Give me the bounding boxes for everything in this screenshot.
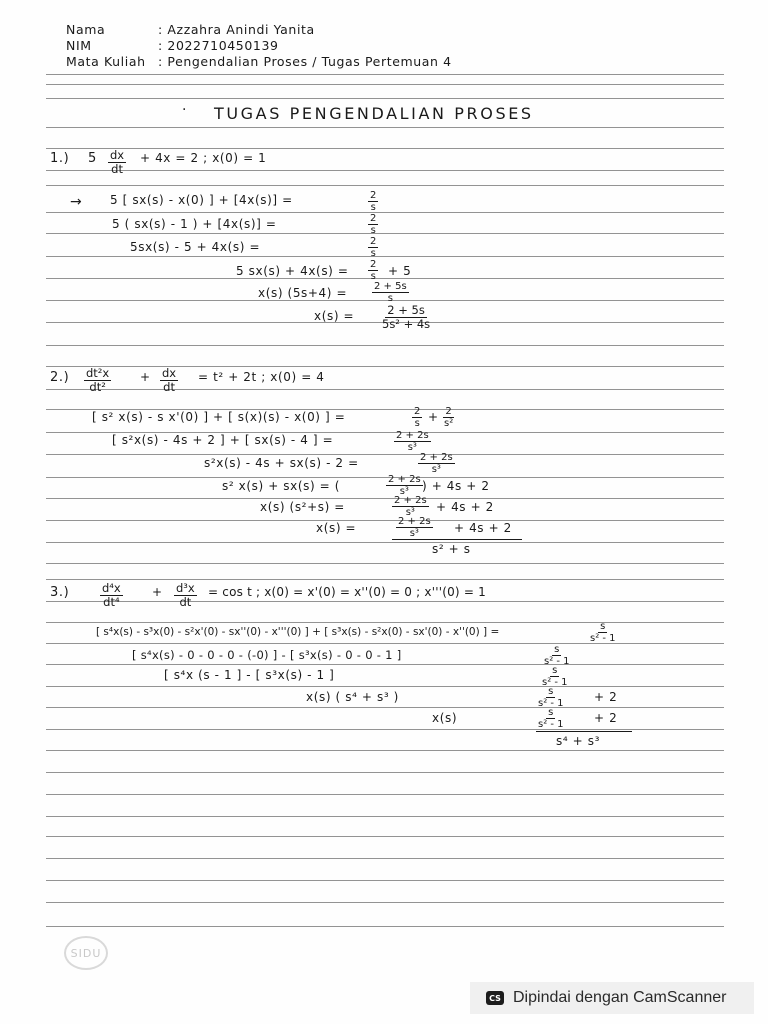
p2-l2-num: 2 + 2s (396, 430, 429, 441)
p1-l6-den: 5s² + 4s (382, 317, 431, 331)
ruled-line (46, 84, 724, 85)
p2-l3-num: 2 + 2s (420, 452, 453, 463)
p2-line-1-fraction-2 (442, 406, 455, 429)
p2-qf2-den: dt (163, 380, 175, 394)
p3-line-4-fraction (536, 686, 566, 709)
p2-l1f1-den: s (414, 418, 420, 429)
p3-result-denominator: s⁴ + s³ (556, 734, 601, 748)
nim-label: NIM (66, 38, 92, 53)
p2-qf2-num: dx (162, 366, 177, 380)
nim-value: : 2022710450139 (158, 38, 279, 53)
p3-question-fraction-2 (174, 582, 197, 609)
p3-question-rest: = cos t ; x(0) = x'(0) = x''(0) = 0 ; x'''(0) = 1 (208, 585, 486, 599)
ruled-line (46, 664, 724, 665)
ruled-line (46, 127, 724, 128)
p1-l3-den: s (370, 248, 376, 259)
name-value: : Azzahra Anindi Yanita (158, 22, 315, 37)
p1-l6-num: 2 + 5s (387, 303, 425, 317)
p3-l2-den: s² - 1 (544, 656, 570, 667)
p1-line-5-fraction (372, 281, 409, 304)
p2-l5-den: s³ (405, 507, 415, 518)
camscanner-text: Dipindai dengan CamScanner (513, 989, 727, 1006)
ruled-line (46, 601, 724, 602)
p2-question-fraction-2 (160, 367, 178, 394)
p1-arrow: → (70, 194, 83, 210)
ruled-line (46, 579, 724, 580)
camscanner-badge (470, 982, 754, 1014)
p2-line-4-tail: ) + 4s + 2 (422, 479, 490, 493)
p1-l5-den: s (387, 293, 393, 304)
ruled-line (46, 454, 724, 455)
ruled-line (46, 836, 724, 837)
p3-line-5-fraction (536, 707, 566, 730)
ruled-line (46, 345, 724, 346)
problem-3-number: 3.) (50, 585, 70, 600)
p1-l2-num: 2 (370, 213, 377, 224)
ruled-line (46, 772, 724, 773)
p1-line-4-fraction (368, 259, 378, 282)
p2-question-fraction-1 (84, 367, 111, 394)
p3-l5-den: s² - 1 (538, 719, 564, 730)
p1-line-2: 5 ( sx(s) - 1 ) + [4x(s)] = (112, 217, 277, 231)
page-title: TUGAS PENGENDALIAN PROSES (214, 104, 534, 123)
p1-line-1: 5 [ sx(s) - x(0) ] + [4x(s)] = (110, 193, 293, 207)
p3-line-4: x(s) ( s⁴ + s³ ) (306, 690, 399, 704)
course-label: Mata Kuliah (66, 54, 146, 69)
p3-question-plus: + (152, 585, 163, 599)
p1-line-3: 5sx(s) - 5 + 4x(s) = (130, 240, 261, 254)
p2-l1f2-den: s² (444, 418, 454, 429)
p2-line-4: s² x(s) + sx(s) = ( (222, 479, 341, 493)
p1-l1-den: s (370, 202, 376, 213)
p2-line-6: x(s) = (316, 521, 357, 535)
p3-l4-den: s² - 1 (538, 698, 564, 709)
p2-l4-num: 2 + 2s (388, 474, 421, 485)
p3-l3-den: s² - 1 (542, 677, 568, 688)
p2-line-2-fraction (394, 430, 431, 453)
p3-question-fraction-1 (100, 582, 123, 609)
p2-l2-den: s³ (407, 442, 417, 453)
ruled-line (46, 170, 724, 171)
name-label: Nama (66, 22, 106, 37)
ruled-line (46, 902, 724, 903)
ruled-line (46, 233, 724, 234)
problem-2-number: 2.) (50, 370, 70, 385)
p1-line-2-fraction (368, 213, 378, 236)
ruled-line (46, 74, 724, 75)
ruled-line (46, 520, 724, 521)
p1-line-5: x(s) (5s+4) = (258, 286, 348, 300)
ruled-line (46, 185, 724, 186)
p1-l3-num: 2 (370, 236, 377, 247)
p2-l6-den: s³ (409, 528, 419, 539)
p2-line-1: [ s² x(s) - s x'(0) ] + [ s(x)(s) - x(0) ] = (92, 410, 346, 424)
p2-qf1-den: dt² (89, 380, 106, 394)
p2-l4-den: s³ (399, 486, 409, 497)
p1-line-4-tail: + 5 (388, 264, 412, 278)
course-value: : Pengendalian Proses / Tugas Pertemuan 4 (158, 54, 452, 69)
p2-line-3-fraction (418, 452, 455, 475)
p1-l4-num: 2 (370, 259, 377, 270)
p1-line-4: 5 sx(s) + 4x(s) = (236, 264, 349, 278)
stamp-watermark (64, 936, 108, 970)
p2-qf1-num: dt²x (86, 366, 110, 380)
p2-line-4-fraction (386, 474, 423, 497)
ruled-line (46, 858, 724, 859)
ruled-line (46, 643, 724, 644)
p3-line-5-tail: + 2 (594, 711, 618, 725)
p2-l3-den: s³ (431, 464, 441, 475)
p3-line-4-tail: + 2 (594, 690, 618, 704)
p1-question-rest: + 4x = 2 ; x(0) = 1 (140, 151, 267, 165)
p3-l3-num: s (552, 665, 558, 676)
ruled-line (46, 98, 724, 99)
p3-l2-num: s (554, 644, 560, 655)
ruled-line (46, 926, 724, 927)
p1-line-3-fraction (368, 236, 378, 259)
p2-question-plus: + (140, 370, 151, 384)
p2-line-5-tail: + 4s + 2 (436, 500, 494, 514)
ruled-line (46, 148, 724, 149)
ruled-line (46, 278, 724, 279)
p3-line-2-fraction (542, 644, 572, 667)
ruled-line (46, 366, 724, 367)
p3-line-2: [ s⁴x(s) - 0 - 0 - 0 - (-0) ] - [ s³x(s) - 0 - 0 - 1 ] (132, 648, 402, 662)
ruled-line (46, 256, 724, 257)
p2-line-1-fraction-1 (412, 406, 422, 429)
p2-question-rest: = t² + 2t ; x(0) = 4 (198, 370, 325, 384)
p2-line-1-plus: + (428, 410, 439, 424)
ruled-line (46, 707, 724, 708)
p2-line-3: s²x(s) - 4s + sx(s) - 2 = (204, 456, 359, 470)
camscanner-logo-icon: CS (486, 991, 504, 1005)
p3-qf1-num: d⁴x (102, 581, 121, 595)
p3-line-3-fraction (540, 665, 570, 688)
ruled-line (46, 477, 724, 478)
p3-l1-den: s² - 1 (590, 633, 616, 644)
p1-q-den: dt (111, 162, 123, 176)
p1-question-derivative (108, 149, 126, 176)
problem-1-number: 1.) (50, 151, 70, 166)
p1-q-num: dx (110, 148, 125, 162)
ruled-line (46, 750, 724, 751)
p2-line-5-fraction (392, 495, 429, 518)
p1-l4-den: s (370, 271, 376, 282)
p3-qf1-den: dt⁴ (103, 595, 120, 609)
p1-question-coef: 5 (88, 151, 97, 166)
ruled-line (46, 880, 724, 881)
p2-l6-num: 2 + 2s (398, 516, 431, 527)
p3-qf2-num: d³x (176, 581, 195, 595)
p2-line-6-fraction (396, 516, 433, 539)
p2-l1f1-num: 2 (414, 406, 421, 417)
ruled-line (46, 794, 724, 795)
p2-line-6-tail: + 4s + 2 (454, 521, 512, 535)
ruled-line (46, 563, 724, 564)
ruled-line (46, 686, 724, 687)
ruled-line (46, 542, 724, 543)
p3-result-fraction-bar (536, 731, 632, 732)
p3-line-1: [ s⁴x(s) - s³x(0) - s²x'(0) - sx''(0) - x'''(0) ] + [ s³x(s) - s²x(0) - sx'(0) - x''(0) ] = (96, 626, 500, 638)
p2-line-5: x(s) (s²+s) = (260, 500, 345, 514)
p3-l5-num: s (548, 707, 554, 718)
ruled-line (46, 622, 724, 623)
ruled-line (46, 816, 724, 817)
p1-l5-num: 2 + 5s (374, 281, 407, 292)
p1-l1-num: 2 (370, 190, 377, 201)
p1-l2-den: s (370, 225, 376, 236)
p1-line-6-fraction (380, 304, 432, 331)
ruled-line (46, 729, 724, 730)
stamp-text: SIDU (70, 946, 102, 960)
p2-result-fraction-bar (392, 539, 522, 540)
p3-l4-num: s (548, 686, 554, 697)
ruled-line (46, 389, 724, 390)
p3-l1-num: s (600, 621, 606, 632)
p2-l1f2-num: 2 (445, 406, 452, 417)
p2-l5-num: 2 + 2s (394, 495, 427, 506)
p3-line-3: [ s⁴x (s - 1 ] - [ s³x(s) - 1 ] (164, 668, 335, 682)
p1-line-6: x(s) = (314, 309, 355, 323)
p2-result-denominator: s² + s (432, 542, 471, 556)
p2-line-2: [ s²x(s) - 4s + 2 ] + [ sx(s) - 4 ] = (112, 433, 334, 447)
p3-qf2-den: dt (179, 595, 192, 609)
p3-line-1-fraction (588, 621, 618, 644)
title-dot: · (182, 102, 188, 118)
p3-line-5: x(s) (432, 711, 458, 725)
ruled-line (46, 498, 724, 499)
ruled-line (46, 212, 724, 213)
p1-line-1-fraction (368, 190, 378, 213)
